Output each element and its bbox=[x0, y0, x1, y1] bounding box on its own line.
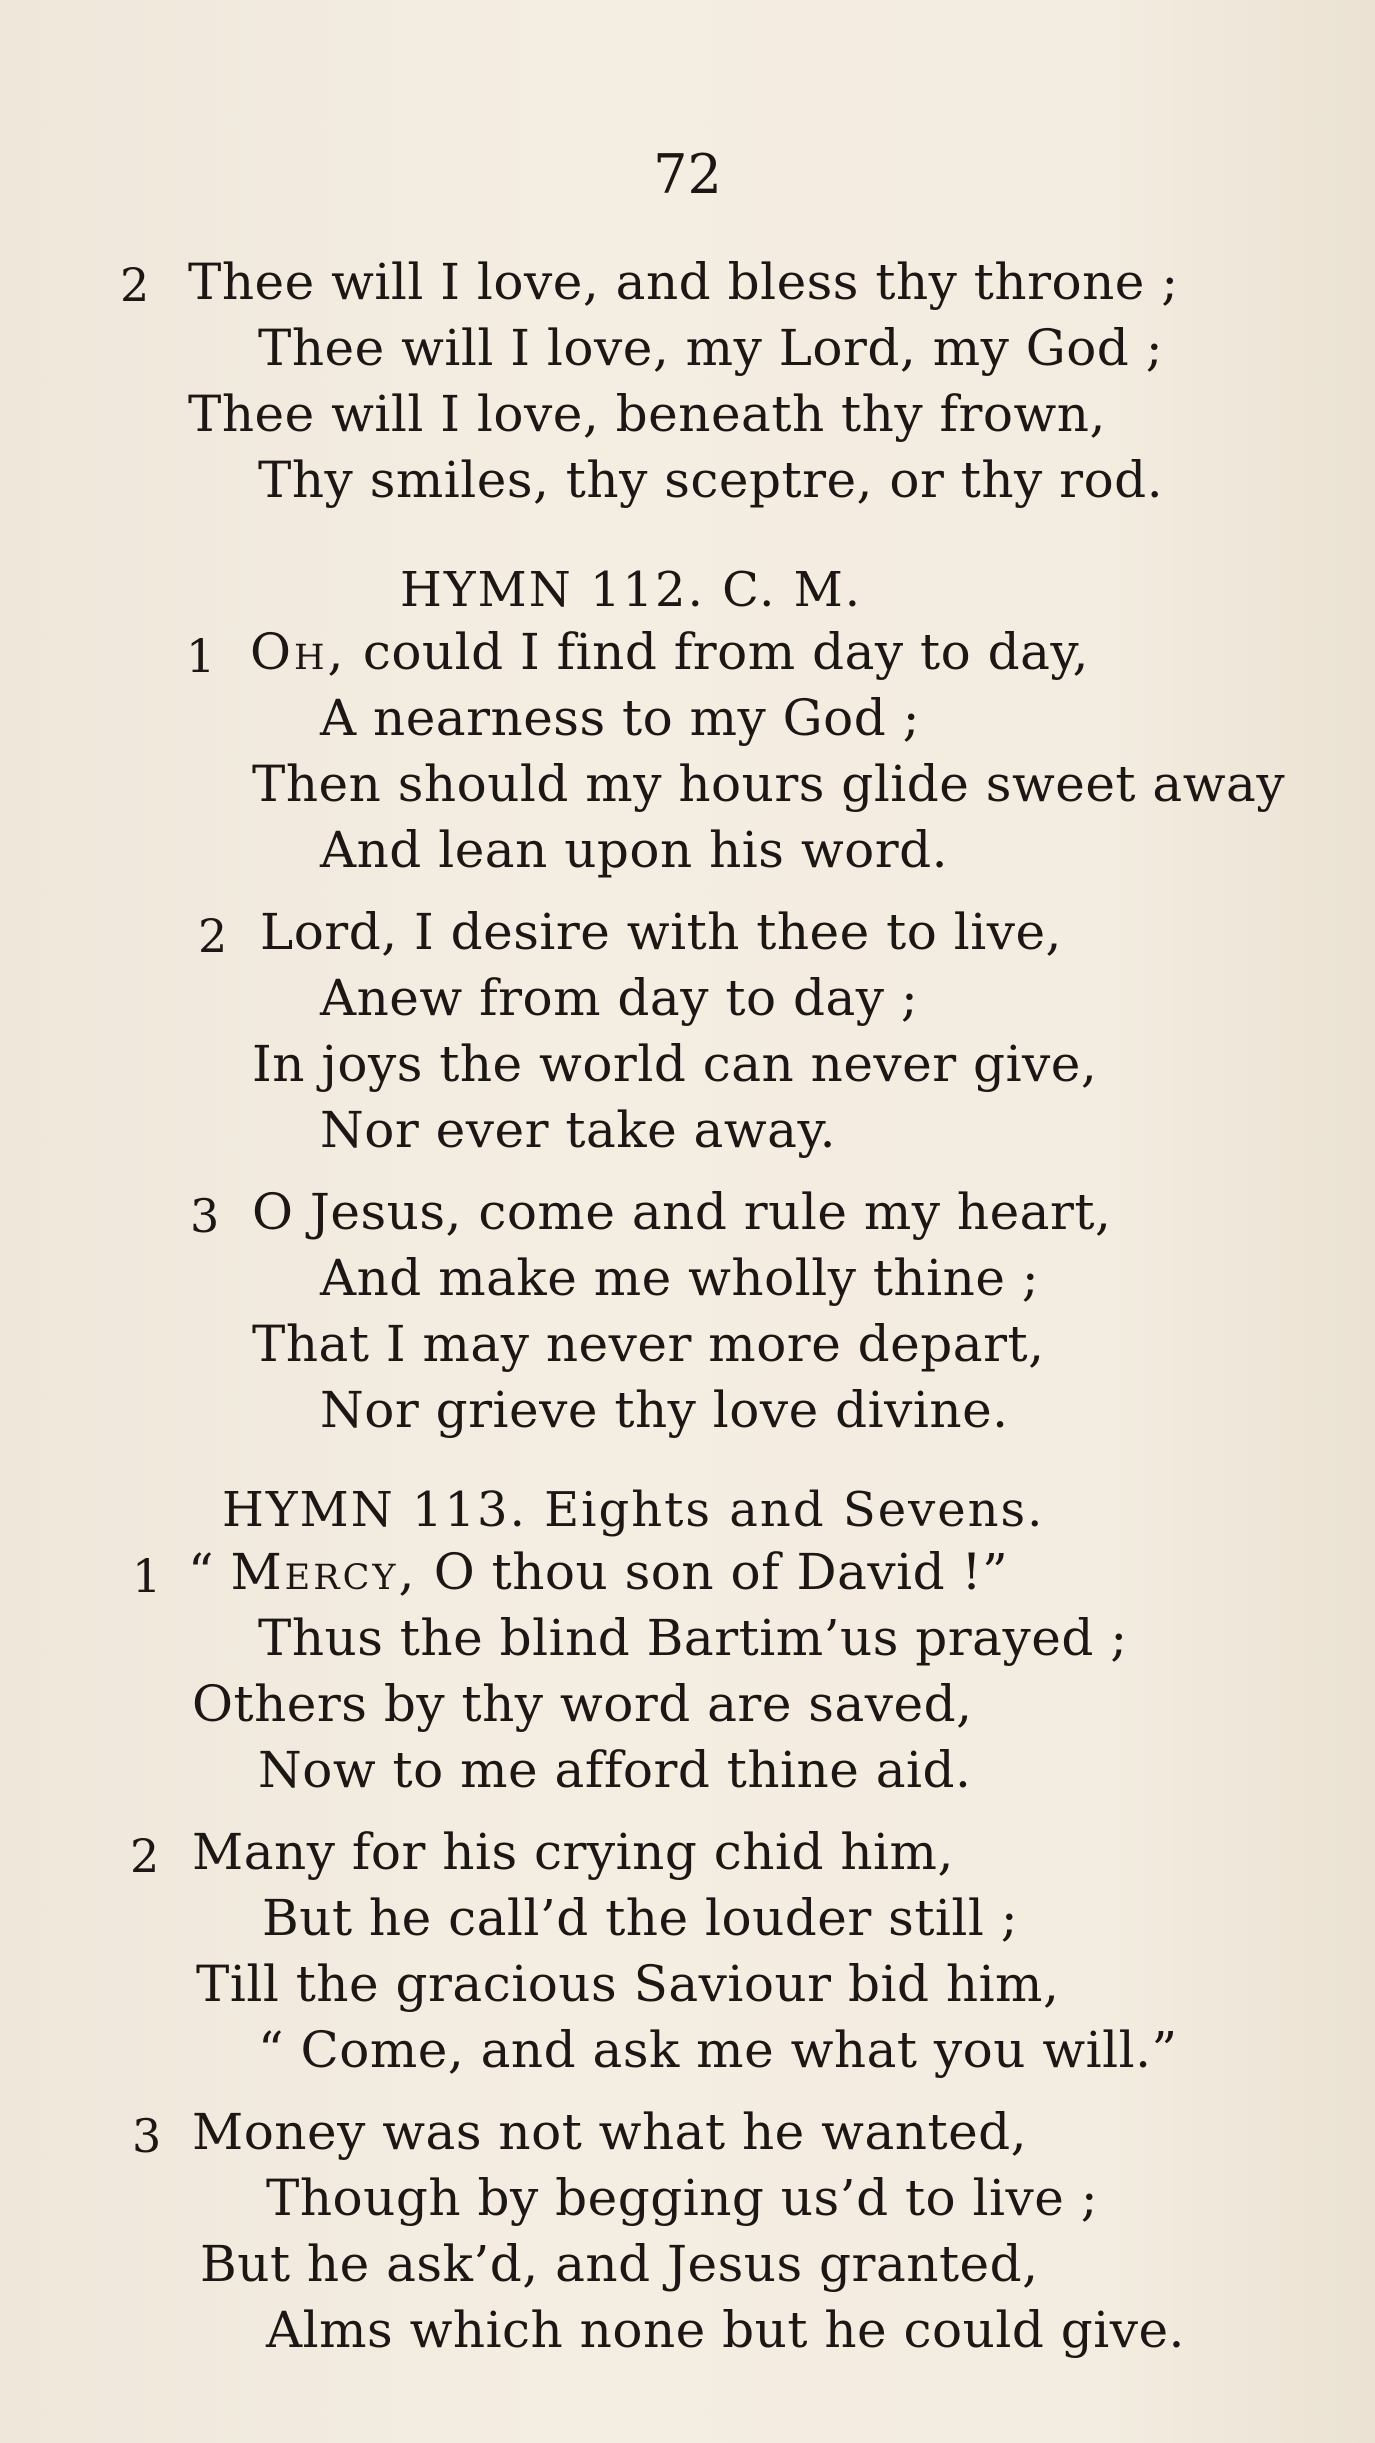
verse-number: 3 bbox=[190, 1189, 220, 1243]
verse-line: And lean upon his word. bbox=[320, 821, 949, 879]
verse-line: Others by thy word are saved, bbox=[192, 1675, 973, 1733]
hymn-heading: HYMN 112. C. M. bbox=[400, 562, 863, 618]
verse-line: Money was not what he wanted, bbox=[192, 2103, 1028, 2161]
verse-line: Nor grieve thy love divine. bbox=[320, 1381, 1009, 1439]
verse-line: Then should my hours glide sweet away bbox=[252, 755, 1286, 813]
verse-line: Till the gracious Saviour bid him, bbox=[196, 1955, 1060, 2013]
verse-line: But he call’d the louder still ; bbox=[262, 1889, 1019, 1947]
verse-line: Thus the blind Bartim’us prayed ; bbox=[258, 1609, 1128, 1667]
verse-line: Now to me afford thine aid. bbox=[258, 1741, 972, 1799]
verse-line: Thee will I love, and bless thy throne ; bbox=[188, 253, 1179, 311]
verse-line: In joys the world can never give, bbox=[252, 1035, 1098, 1093]
page-number: 72 bbox=[653, 143, 722, 206]
verse-line: Lord, I desire with thee to live, bbox=[260, 903, 1062, 961]
verse-line: Anew from day to day ; bbox=[320, 969, 919, 1027]
verse-number: 2 bbox=[130, 1829, 160, 1883]
verse-line: Alms which none but he could give. bbox=[266, 2301, 1185, 2359]
verse-number: 2 bbox=[120, 258, 150, 312]
verse-first-rest: could I find from day to day, bbox=[346, 623, 1089, 681]
verse-line: Thee will I love, beneath thy frown, bbox=[188, 385, 1106, 443]
verse-line: And make me wholly thine ; bbox=[320, 1249, 1040, 1307]
verse-line: But he ask’d, and Jesus granted, bbox=[200, 2235, 1039, 2293]
verse-number: 1 bbox=[186, 629, 216, 683]
verse-first-rest: O thou son of David !” bbox=[417, 1543, 1009, 1601]
verse-number: 3 bbox=[132, 2109, 162, 2163]
verse-line: Thy smiles, thy sceptre, or thy rod. bbox=[258, 451, 1164, 509]
verse-first-word: Mercy, bbox=[230, 1543, 418, 1601]
verse-line: Thee will I love, my Lord, my God ; bbox=[258, 319, 1164, 377]
verse-line: That I may never more depart, bbox=[252, 1315, 1045, 1373]
open-quote: “ bbox=[188, 1543, 231, 1601]
verse-line: O Jesus, come and rule my heart, bbox=[252, 1183, 1112, 1241]
verse-line: Many for his crying chid him, bbox=[192, 1823, 954, 1881]
verse-number: 1 bbox=[132, 1549, 162, 1603]
verse-first-word: Oh, bbox=[250, 623, 347, 681]
verse-line: Though by begging us’d to live ; bbox=[266, 2169, 1099, 2227]
verse-line: “ Come, and ask me what you will.” bbox=[258, 2021, 1178, 2079]
verse-line-first bbox=[188, 1542, 1008, 1602]
verse-line: A nearness to my God ; bbox=[320, 689, 920, 747]
verse-line: Nor ever take away. bbox=[320, 1101, 836, 1159]
hymn-heading: HYMN 113. Eights and Sevens. bbox=[222, 1482, 1045, 1538]
verse-line-first bbox=[250, 622, 1089, 682]
verse-number: 2 bbox=[198, 909, 228, 963]
